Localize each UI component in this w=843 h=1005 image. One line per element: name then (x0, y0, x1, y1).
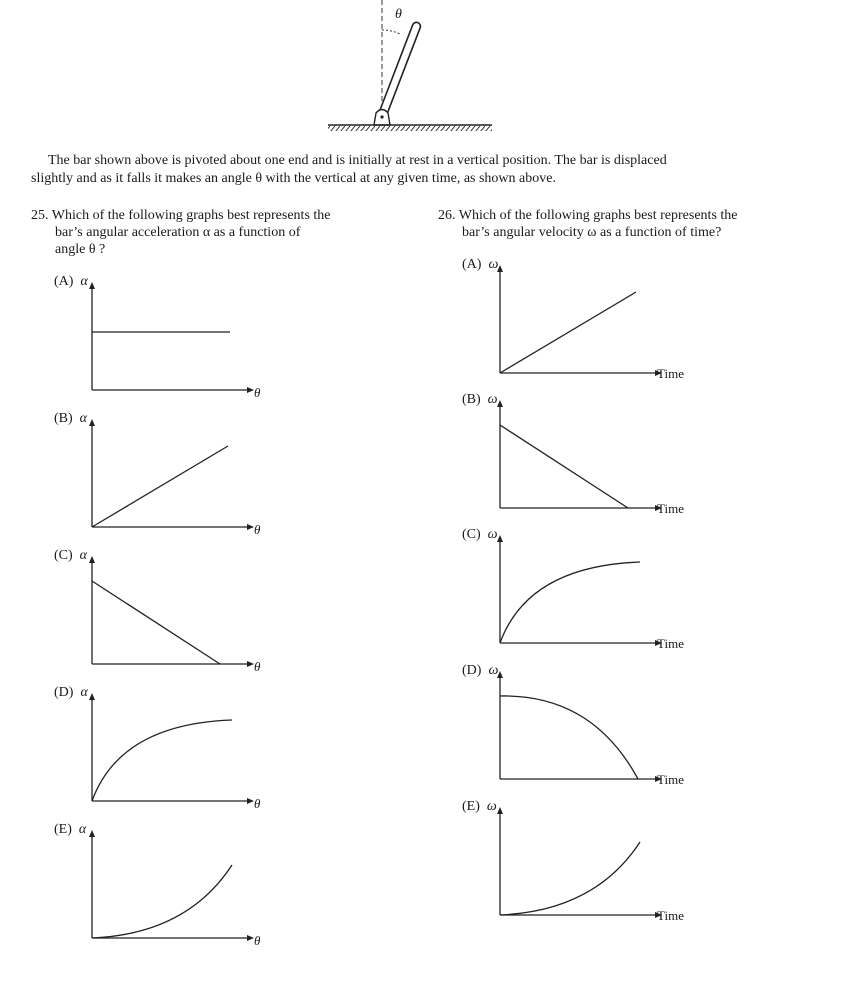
q26-option-d[interactable] (462, 661, 684, 787)
graph-curve (92, 581, 220, 664)
q25-line-1: 25. Which of the following graphs best represents the (31, 208, 331, 223)
axes (89, 282, 254, 393)
pivoted-bar-svg (320, 0, 500, 135)
x-axis-label: Time (657, 772, 684, 787)
y-axis-arrow (497, 265, 503, 272)
x-axis-arrow (247, 387, 254, 393)
axes (89, 693, 254, 804)
x-axis-label: θ (254, 659, 261, 674)
x-axis-label: Time (657, 501, 684, 516)
intro-line-2: slightly and as it falls it makes an angle θ with the vertical at any given time, as shown above. (31, 171, 556, 186)
y-symbol: ω (487, 392, 498, 407)
q25-option-d[interactable] (54, 683, 261, 811)
q26-option-b[interactable] (462, 390, 684, 516)
x-axis-label: θ (254, 522, 261, 537)
y-axis-arrow (89, 556, 95, 563)
y-symbol: α (78, 822, 87, 837)
x-axis-arrow (247, 935, 254, 941)
q26-option-e[interactable] (462, 797, 684, 923)
q25-option-b[interactable] (54, 409, 261, 537)
pivoted-bar-figure (320, 0, 500, 135)
graph-curve (500, 292, 636, 373)
option-letter: (C) (54, 548, 73, 563)
y-symbol: ω (488, 257, 499, 272)
y-axis-arrow (89, 830, 95, 837)
bar (378, 21, 421, 117)
angle-label: θ (395, 7, 402, 22)
q25-option-c[interactable] (54, 546, 261, 674)
q26-text (438, 207, 738, 241)
q25-e-graph (54, 820, 314, 960)
y-symbol: α (80, 685, 88, 700)
option-letter: (B) (54, 411, 73, 426)
ground-hatching (328, 125, 492, 131)
option-letter: (A) (54, 274, 74, 289)
q26-option-a[interactable] (462, 255, 684, 381)
x-axis-arrow (247, 661, 254, 667)
x-axis-label: Time (657, 908, 684, 923)
x-axis-arrow (247, 524, 254, 530)
y-axis-arrow (89, 282, 95, 289)
axes (497, 535, 662, 646)
y-symbol: ω (486, 799, 497, 814)
y-axis-arrow (89, 693, 95, 700)
x-axis-arrow (247, 798, 254, 804)
y-axis-arrow (497, 807, 503, 814)
q25-option-a[interactable] (54, 272, 261, 400)
axes (89, 556, 254, 667)
graph-curve (500, 842, 640, 915)
q25-line-2: bar’s angular acceleration α as a function of (55, 225, 301, 240)
option-letter: (D) (54, 685, 74, 700)
x-axis-label: θ (254, 796, 261, 811)
axes (497, 400, 662, 511)
y-symbol: ω (488, 663, 499, 678)
axes (497, 807, 662, 918)
pivot-point (380, 115, 383, 118)
graph-curve (500, 425, 628, 508)
graph-curve (500, 562, 640, 643)
graph-curve (92, 446, 228, 527)
q25-a-graph (54, 272, 314, 412)
axes (497, 671, 662, 782)
option-letter: (E) (54, 822, 72, 837)
q25-line-3: angle θ ? (55, 242, 106, 257)
q26-option-c[interactable] (462, 525, 684, 651)
y-axis-arrow (497, 535, 503, 542)
x-axis-label: θ (254, 385, 261, 400)
intro-line-1: The bar shown above is pivoted about one end and is initially at rest in a vertical position. The bar is displaced (48, 153, 667, 168)
y-axis-arrow (497, 671, 503, 678)
y-symbol: α (79, 411, 88, 426)
q25-d-graph (54, 683, 314, 823)
q25-b-graph (54, 409, 314, 549)
graph-curve (92, 720, 232, 801)
option-letter: (A) (462, 257, 482, 272)
option-letter: (C) (462, 527, 481, 542)
x-axis-label: Time (657, 366, 684, 381)
q25-c-graph (54, 546, 314, 686)
y-symbol: α (80, 274, 88, 289)
option-letter: (B) (462, 392, 481, 407)
axes (89, 830, 254, 941)
q25-option-e[interactable] (54, 820, 261, 948)
option-letter: (E) (462, 799, 480, 814)
y-symbol: α (79, 548, 88, 563)
graph-curve (92, 865, 232, 938)
y-axis-arrow (89, 419, 95, 426)
option-letter: (D) (462, 663, 482, 678)
q26-line-1: 26. Which of the following graphs best represents the (438, 208, 738, 223)
angle-arc (382, 30, 400, 34)
x-axis-label: Time (657, 636, 684, 651)
q26-line-2: bar’s angular velocity ω as a function of time? (462, 225, 722, 240)
q25-text (31, 207, 331, 258)
graph-curve (500, 696, 638, 779)
x-axis-label: θ (254, 933, 261, 948)
y-symbol: ω (487, 527, 498, 542)
y-axis-arrow (497, 400, 503, 407)
